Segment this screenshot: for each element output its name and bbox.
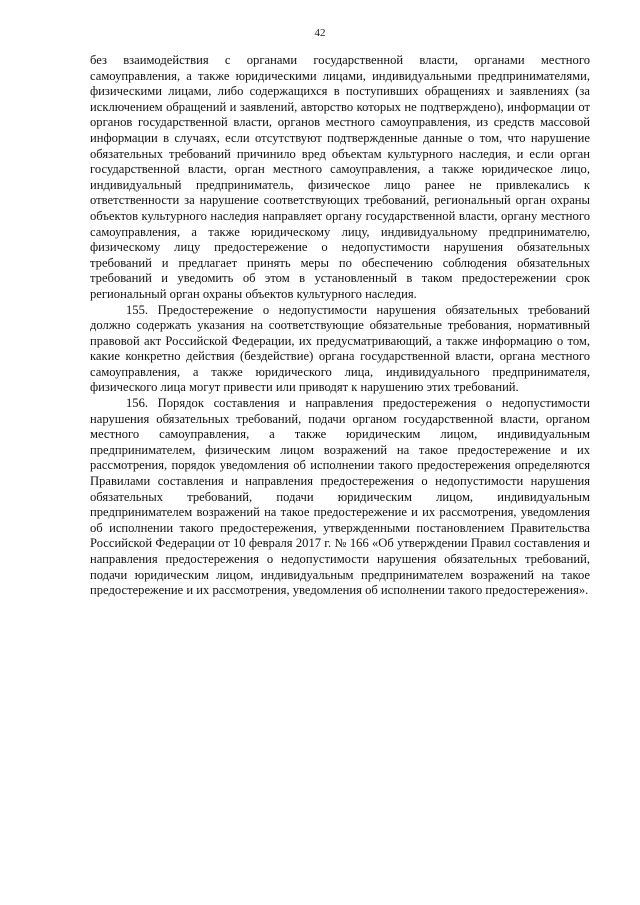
paragraph-156: 156. Порядок составления и направления предостережения о недопустимости нарушения обязательных требований, подачи органом государственной власти, органом местного самоуправления, а также юридическим лицом, индивидуальным предпринимателем, физическим лицом возражений на такое предостережение и их рассмотрения, порядок уведомления об исполнении такого предостережения определяются Правилами составления и направления предостережения о недопустимости нарушения обязательных требований, подачи юридическим лицом, индивидуальным предпринимателем возражений на такое предостережение и их рассмотрения, уведомления об исполнении такого предостережения, утвержденными постановлением Правительства Российской Федерации от 10 февраля 2017 г. № 166 «Об утверждении Правил составления и направления предостережения о недопустимости нарушения обязательных требований, подачи юридическим лицом, индивидуальным предпринимателем возражений на такое предостережение и их рассмотрения, уведомления об исполнении такого предостережения». bbox=[90, 396, 590, 598]
page-number: 42 bbox=[314, 27, 326, 39]
paragraph-155: 155. Предостережение о недопустимости нарушения обязательных требований должно содержать указания на соответствующие обязательные требования, нормативный правовой акт Российской Федерации, их предусматривающий, а также информацию о том, какие конкретно действия (бездействие) органа государственной власти, органа местного самоуправления, а также юридического лица, индивидуального предпринимателя, физического лица могут привести или приводят к нарушению этих требований. bbox=[90, 302, 590, 395]
document-body bbox=[90, 53, 590, 599]
paragraph-continuation: без взаимодействия с органами государственной власти, органами местного самоуправления, а также юридическими лицами, индивидуальными предпринимателями, физическими лицами, либо содержащихся в поступивших обращениях и заявлениях (за исключением обращений и заявлений, авторство которых не подтверждено), информации от органов государственной власти, органов местного самоуправления, из средств массовой информации в случаях, если отсутствуют подтвержденные данные о том, что нарушение обязательных требований причинило вред объектам культурного наследия, и если орган государственной власти, орган местного самоуправления, а также юридическое лицо, индивидуальный предприниматель, физическое лицо ранее не привлекались к ответственности за нарушение соответствующих требований, региональный орган охраны объектов культурного наследия направляет органу государственной власти, органу местного самоуправления, а также юридическому лицу, индивидуальному предпринимателю, физическому лицу предостережение о недопустимости нарушения обязательных требований и предлагает принять меры по обеспечению соблюдения обязательных требований и уведомить об этом в установленный в таком предостережении срок региональный орган охраны объектов культурного наследия. bbox=[90, 53, 590, 301]
